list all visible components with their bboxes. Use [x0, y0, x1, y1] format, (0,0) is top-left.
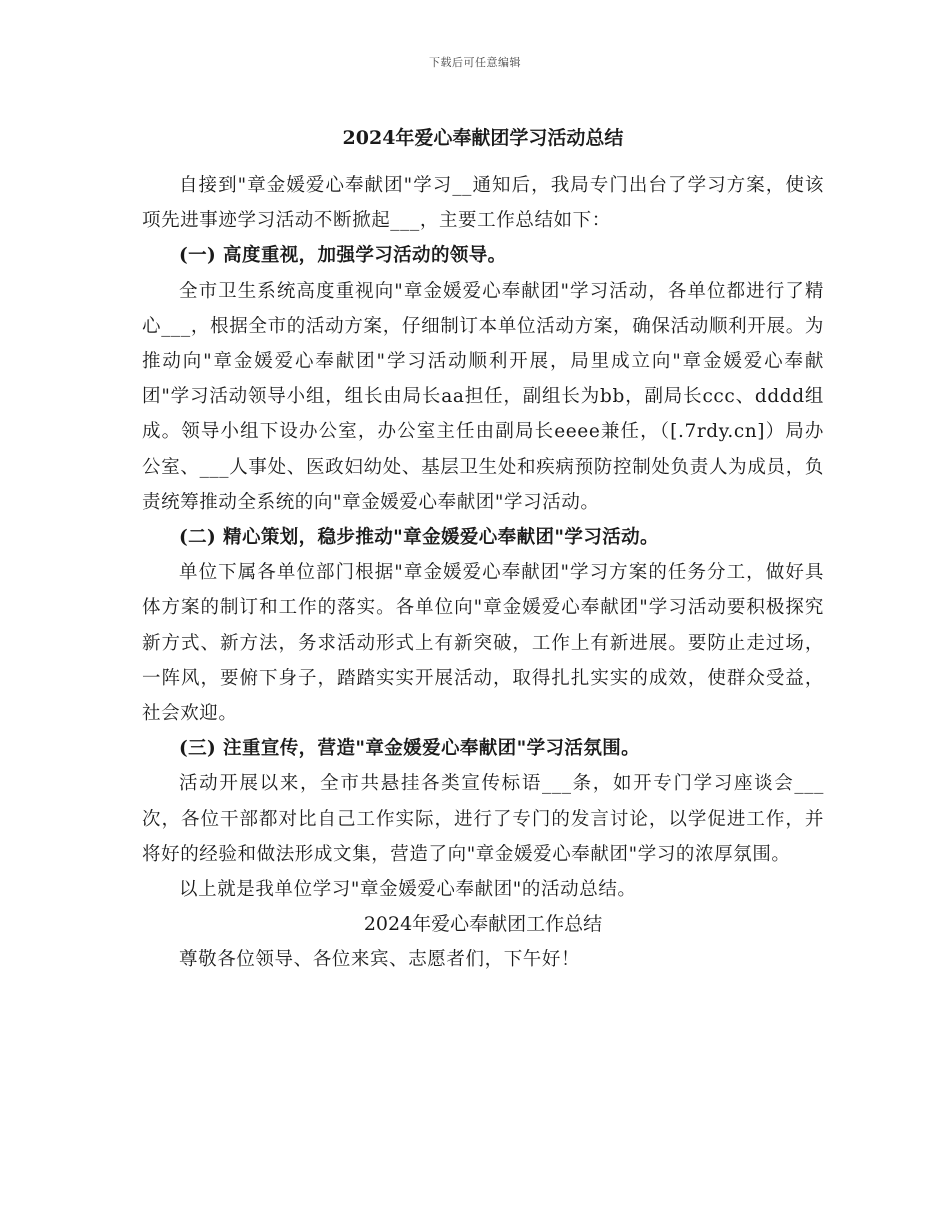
header-note: 下载后可任意编辑	[429, 56, 521, 69]
document-body	[142, 118, 824, 978]
section-paragraph-1: 全市卫生系统高度重视向"章金媛爱心奉献团"学习活动，各单位都进行了精心___，根据全市的活动方案，仔细制订本单位活动方案，确保活动顺利开展。为推动向"章金媛爱心奉献团"学习活动顺利开展，局里成立向"章金媛爱心奉献团"学习活动领导小组，组长由局长aa担任，副组长为bb，副局长ccc、dddd组成。领导小组下设办公室，办公室主任由副局长eeee兼任，（[.7rdy.cn]）局办公室、___人事处、医政妇幼处、基层卫生处和疾病预防控制处负责人为成员，负责统筹推动全系统的向"章金媛爱心奉献团"学习活动。	[142, 280, 824, 513]
section-heading-3: (三) 注重宣传，营造"章金媛爱心奉献团"学习活氛围。	[179, 738, 641, 760]
closing-paragraph: 以上就是我单位学习"章金媛爱心奉献团"的活动总结。	[179, 879, 637, 901]
section-paragraph-2: 单位下属各单位部门根据"章金媛爱心奉献团"学习方案的任务分工，做好具体方案的制订和工作的落实。各单位向"章金媛爱心奉献团"学习活动要积极探究新方式、新方法，务求活动形式上有新突破，工作上有新进展。要防止走过场，一阵风，要俯下身子，踏踏实实开展活动，取得扎扎实实的成效，使群众受益，社会欢迎。	[142, 562, 824, 725]
intro-paragraph: 自接到"章金媛爱心奉献团"学习__通知后，我局专门出台了学习方案，使该项先进事迹学习活动不断掀起___，主要工作总结如下：	[142, 175, 824, 232]
section-paragraph-3: 活动开展以来，全市共悬挂各类宣传标语___条，如开专门学习座谈会___次，各位干部都对比自己工作实际，进行了专门的发言讨论，以学促进工作，并将好的经验和做法形成文集，营造了向"章金媛爱心奉献团"学习的浓厚氛围。	[142, 773, 824, 865]
section-heading-1: (一) 高度重视，加强学习活动的领导。	[179, 245, 507, 267]
second-title: 2024年爱心奉献团工作总结	[363, 913, 603, 936]
section-heading-2: (二) 精心策划，稳步推动"章金媛爱心奉献团"学习活动。	[179, 527, 659, 549]
document-title: 2024年爱心奉献团学习活动总结	[342, 127, 624, 149]
greeting-paragraph: 尊敬各位领导、各位来宾、志愿者们，下午好！	[179, 949, 581, 971]
